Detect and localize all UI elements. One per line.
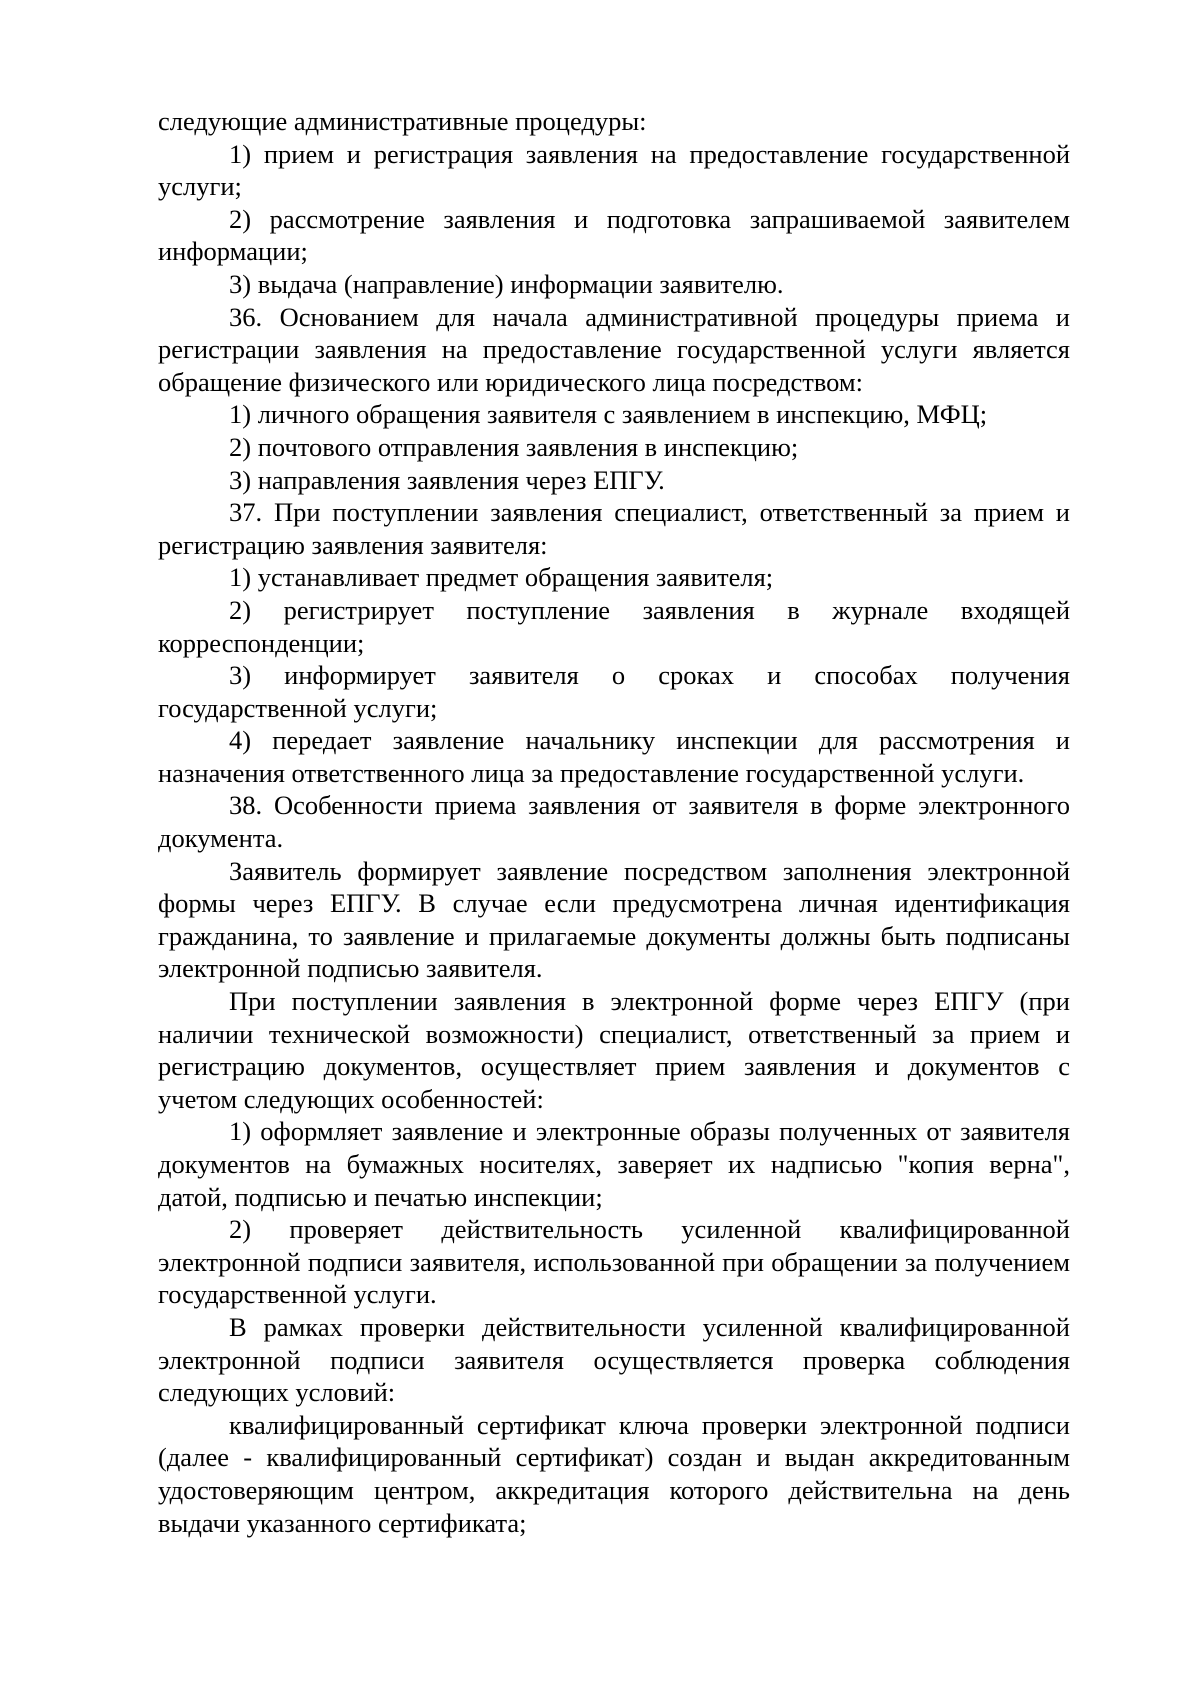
paragraph-electronic-receipt: При поступлении заявления в электронной форме через ЕПГУ (при наличии технической возможности) специалист, ответственный за прием и регистрацию документов, осуществляет прием заявления и документов с учетом следующих особенностей: [158,986,1070,1114]
paragraph-electronic-1: 1) оформляет заявление и электронные образы полученных от заявителя документов на бумажных носителях, заверяет их надписью "копия верна", датой, подписью и печатью инспекции; [158,1116,1070,1212]
paragraph-36-2: 2) почтового отправления заявления в инспекцию; [229,431,799,462]
paragraph-procedure-1: 1) прием и регистрация заявления на предоставление государственной услуги; [158,138,1070,202]
paragraph-37-3: 3) информирует заявителя о сроках и способах получения государственной услуги; [158,660,1070,723]
paragraph-electronic-2: 2) проверяет действительность усиленной квалифицированной электронной подписи заявителя, использованной при обращении за получением государственной услуги. [158,1214,1070,1310]
paragraph-signature-check: В рамках проверки действительности усиленной квалифицированной электронной подписи заявителя осуществляется проверка соблюдения следующих условий: [158,1311,1070,1408]
paragraph-item-36: 36. Основанием для начала административной процедуры приема и регистрации заявления на предоставление государственной услуги является обращение физического или юридического лица посредством: [158,301,1070,397]
paragraph-item-38: 38. Особенности приема заявления от заявителя в форме электронного документа. [158,790,1070,854]
paragraph-37-4: 4) передает заявление начальнику инспекции для рассмотрения и назначения ответственного лица за предоставление государственной услуги. [158,725,1070,788]
paragraph-37-2: 2) регистрирует поступление заявления в журнале входящей корреспонденции; [158,594,1070,658]
paragraph-item-37: 37. При поступлении заявления специалист, ответственный за прием и регистрацию заявления заявителя: [158,497,1070,560]
document-page [158,105,1070,1539]
paragraph-procedure-2: 2) рассмотрение заявления и подготовка запрашиваемой заявителем информации; [158,203,1070,267]
paragraph-procedure-3: 3) выдача (направление) информации заявителю. [229,268,784,299]
paragraph-37-1: 1) устанавливает предмет обращения заявителя; [229,562,774,593]
paragraph-procedures-intro: следующие административные процедуры: [158,106,647,136]
paragraph-36-1: 1) личного обращения заявителя с заявлением в инспекцию, МФЦ; [229,399,988,430]
paragraph-applicant-form: Заявитель формирует заявление посредством заполнения электронной формы через ЕПГУ. В случае если предусмотрена личная идентификация гражданина, то заявление и прилагаемые документы должны быть подписаны электронной подписью заявителя. [158,855,1070,984]
paragraph-certificate-condition: квалифицированный сертификат ключа проверки электронной подписи (далее - квалифицированный сертификат) создан и выдан аккредитованным удостоверяющим центром, аккредитация которого действительна на день выдачи указанного сертификата; [158,1409,1070,1538]
paragraph-36-3: 3) направления заявления через ЕПГУ. [229,464,665,495]
